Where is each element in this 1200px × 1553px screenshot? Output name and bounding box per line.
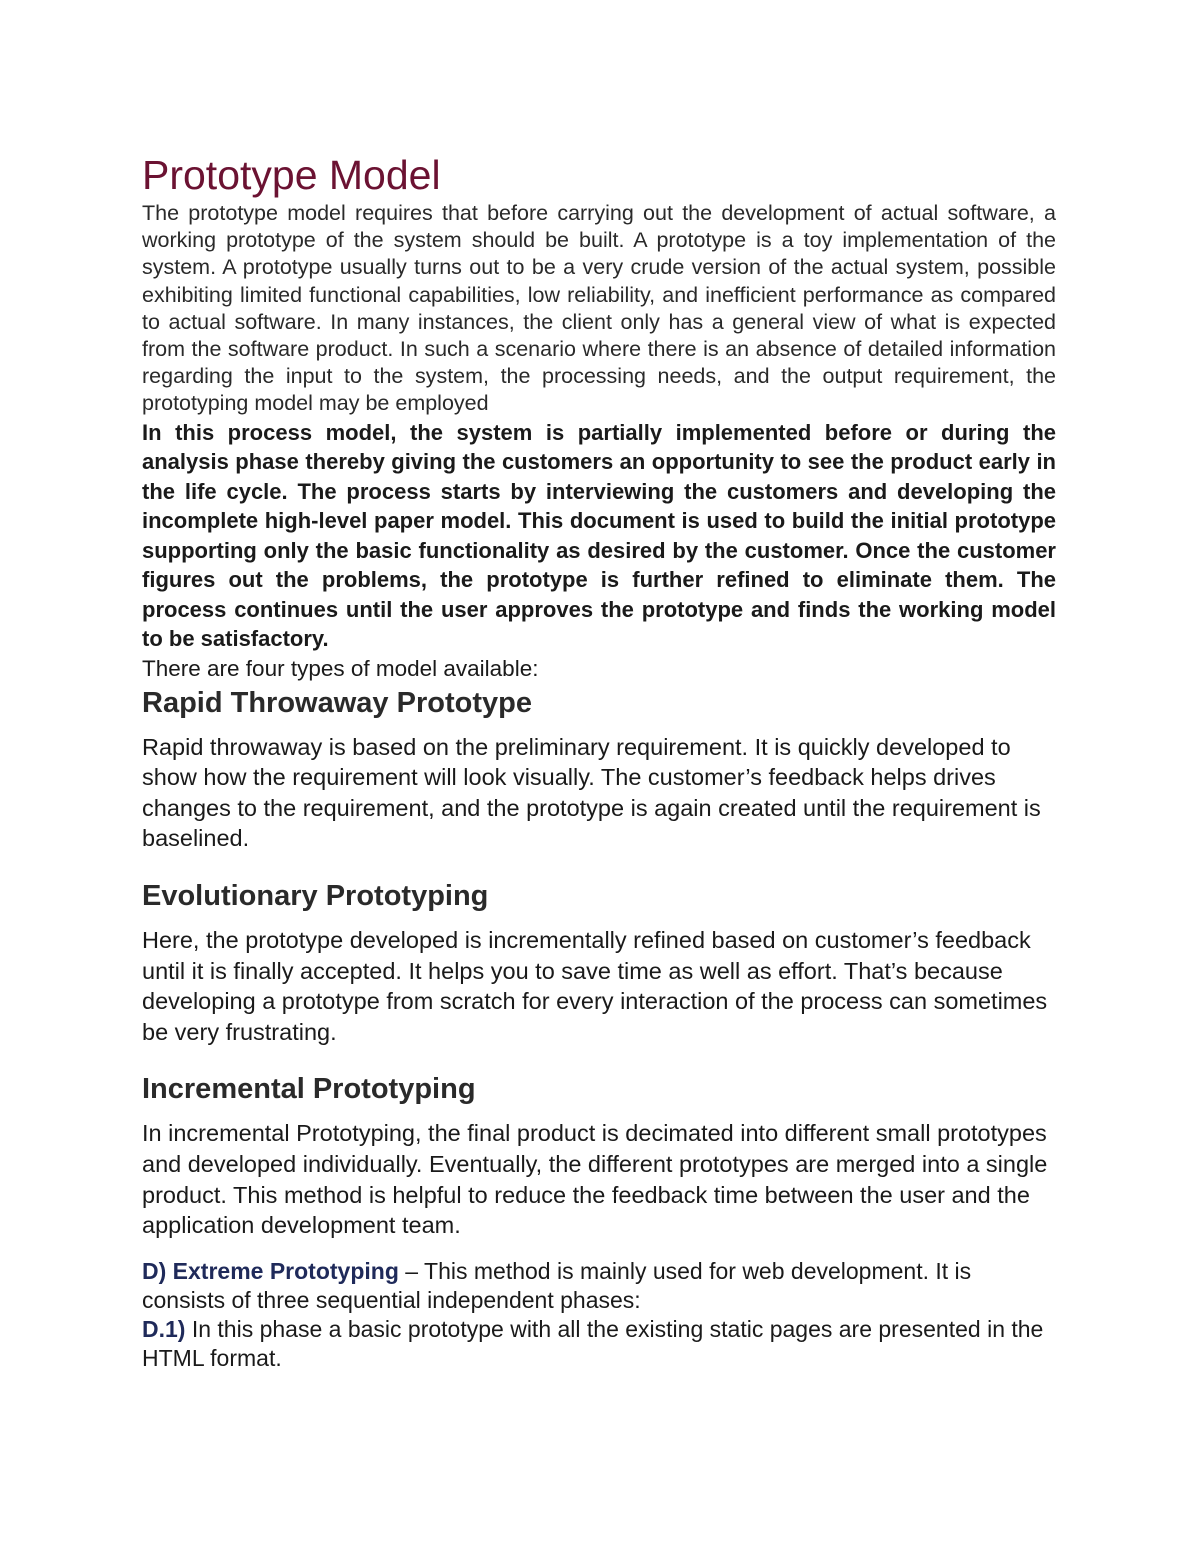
process-description-paragraph: In this process model, the system is partially implemented before or during the analysis phase thereby giving the customers an opportunity to see the product early in the life cycle. The process starts by interviewing the customers and developing the incomplete high-level paper model. This document is used to build the initial prototype supporting only the basic functionality as desired by the customer. Once the customer figures out the problems, the prototype is further refined to eliminate them. The process continues until the user approves the prototype and finds the working model to be satisfactory. xyxy=(142,419,1056,652)
types-intro-text: There are four types of model available: xyxy=(142,655,539,681)
phase-d1-label: D.1) xyxy=(142,1315,186,1342)
extreme-prototyping-paragraph xyxy=(142,1257,1056,1315)
section-text-incremental: In incremental Prototyping, the final product is decimated into different small prototypes and developed individually. Eventually, the different prototypes are merged into a single product. This method is helpful to reduce the feedback time between the user and the application development team. xyxy=(142,1120,1048,1239)
section-text-rapid-throwaway: Rapid throwaway is based on the preliminary requirement. It is quickly developed to show how the requirement will look visually. The customer’s feedback helps drives changes to the requirement, and the prototype is again created until the requirement is baselined. xyxy=(142,733,1041,852)
phase-d1-text: In this phase a basic prototype with all the existing static pages are presented in the HTML format. xyxy=(142,1315,1044,1372)
section-heading-rapid-throwaway: Rapid Throwaway Prototype xyxy=(142,686,532,719)
phase-d1-paragraph xyxy=(142,1315,1056,1374)
section-text-evolutionary: Here, the prototype developed is incrementally refined based on customer’s feedback until it is finally accepted. It helps you to save time as well as effort. That’s because developing a prototype from scratch for every interaction of the process can sometimes be very frustrating. xyxy=(142,927,1048,1045)
intro-paragraph: The prototype model requires that before carrying out the development of actual software, a working prototype of the system should be built. A prototype is a toy implementation of the system. A prototype usually turns out to be a very crude version of the actual system, possible exhibiting limited functional capabilities, low reliability, and inefficient performance as compared to actual software. In many instances, the client only has a general view of what is expected from the software product. In such a scenario where there is an absence of detailed information regarding the input to the system, the processing needs, and the output requirement, the prototyping model may be employed xyxy=(142,201,1056,416)
section-heading-incremental: Incremental Prototyping xyxy=(142,1073,476,1106)
extreme-prototyping-label: D) Extreme Prototyping xyxy=(142,1257,399,1284)
section-heading-evolutionary: Evolutionary Prototyping xyxy=(142,880,489,912)
document-page xyxy=(142,150,1056,1374)
page-title: Prototype Model xyxy=(142,152,441,198)
extreme-prototyping-text: – This method is mainly used for web development. It is consists of three sequential independent phases: xyxy=(142,1257,972,1313)
